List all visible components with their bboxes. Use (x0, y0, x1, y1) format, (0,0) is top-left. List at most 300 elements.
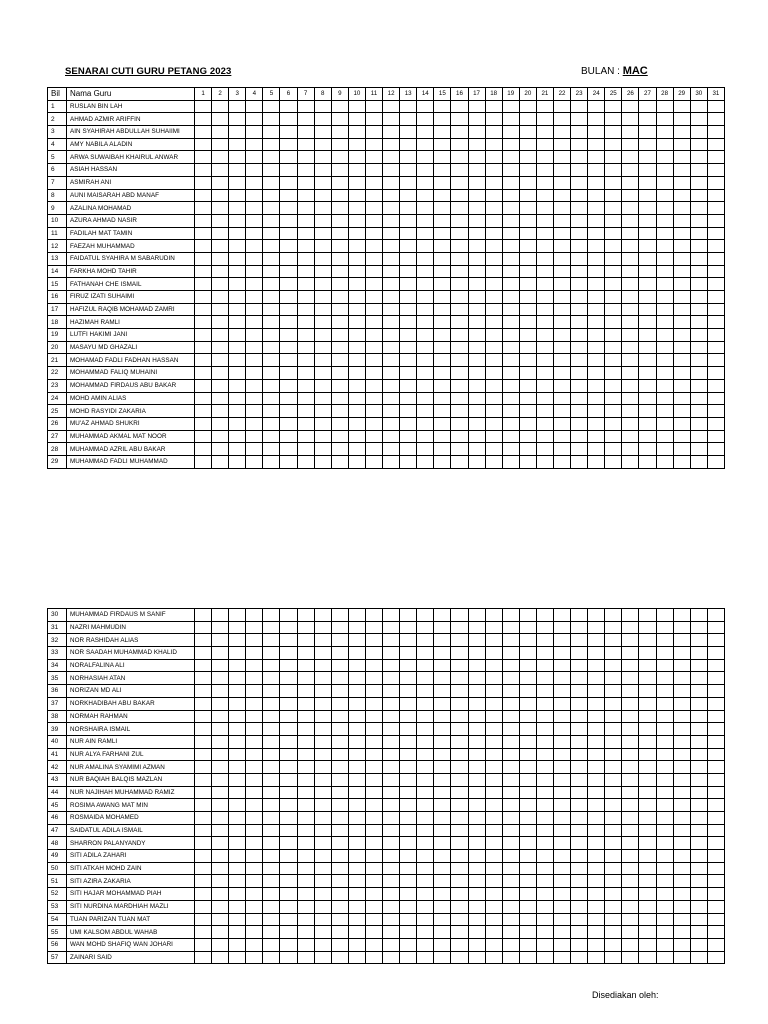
leave-cell-day-13[interactable] (400, 773, 417, 786)
leave-cell-day-24[interactable] (588, 329, 605, 342)
leave-cell-day-27[interactable] (639, 697, 656, 710)
leave-cell-day-11[interactable] (365, 138, 382, 151)
leave-cell-day-9[interactable] (331, 240, 348, 253)
leave-cell-day-13[interactable] (400, 202, 417, 215)
leave-cell-day-17[interactable] (468, 113, 485, 126)
leave-cell-day-1[interactable] (195, 265, 212, 278)
leave-cell-day-10[interactable] (348, 837, 365, 850)
leave-cell-day-21[interactable] (536, 723, 553, 736)
leave-cell-day-16[interactable] (451, 303, 468, 316)
leave-cell-day-23[interactable] (571, 227, 588, 240)
leave-cell-day-20[interactable] (519, 379, 536, 392)
leave-cell-day-2[interactable] (212, 100, 229, 113)
leave-cell-day-26[interactable] (622, 341, 639, 354)
leave-cell-day-1[interactable] (195, 202, 212, 215)
leave-cell-day-23[interactable] (571, 379, 588, 392)
leave-cell-day-19[interactable] (502, 240, 519, 253)
leave-cell-day-2[interactable] (212, 672, 229, 685)
leave-cell-day-26[interactable] (622, 926, 639, 939)
leave-cell-day-9[interactable] (331, 341, 348, 354)
leave-cell-day-18[interactable] (485, 316, 502, 329)
leave-cell-day-23[interactable] (571, 443, 588, 456)
leave-cell-day-19[interactable] (502, 672, 519, 685)
leave-cell-day-29[interactable] (673, 875, 690, 888)
leave-cell-day-5[interactable] (263, 672, 280, 685)
leave-cell-day-17[interactable] (468, 164, 485, 177)
leave-cell-day-3[interactable] (229, 227, 246, 240)
leave-cell-day-24[interactable] (588, 100, 605, 113)
leave-cell-day-17[interactable] (468, 417, 485, 430)
leave-cell-day-20[interactable] (519, 392, 536, 405)
leave-cell-day-30[interactable] (690, 824, 707, 837)
leave-cell-day-24[interactable] (588, 354, 605, 367)
leave-cell-day-29[interactable] (673, 850, 690, 863)
leave-cell-day-25[interactable] (605, 761, 622, 774)
leave-cell-day-10[interactable] (348, 900, 365, 913)
leave-cell-day-20[interactable] (519, 875, 536, 888)
leave-cell-day-30[interactable] (690, 748, 707, 761)
leave-cell-day-19[interactable] (502, 786, 519, 799)
leave-cell-day-9[interactable] (331, 875, 348, 888)
leave-cell-day-14[interactable] (417, 202, 434, 215)
leave-cell-day-16[interactable] (451, 430, 468, 443)
leave-cell-day-15[interactable] (434, 455, 451, 468)
leave-cell-day-10[interactable] (348, 748, 365, 761)
leave-cell-day-20[interactable] (519, 862, 536, 875)
leave-cell-day-12[interactable] (383, 392, 400, 405)
leave-cell-day-4[interactable] (246, 443, 263, 456)
leave-cell-day-19[interactable] (502, 392, 519, 405)
leave-cell-day-27[interactable] (639, 227, 656, 240)
leave-cell-day-4[interactable] (246, 609, 263, 622)
leave-cell-day-12[interactable] (383, 888, 400, 901)
leave-cell-day-9[interactable] (331, 659, 348, 672)
leave-cell-day-9[interactable] (331, 417, 348, 430)
leave-cell-day-7[interactable] (297, 723, 314, 736)
leave-cell-day-1[interactable] (195, 862, 212, 875)
leave-cell-day-28[interactable] (656, 138, 673, 151)
leave-cell-day-20[interactable] (519, 189, 536, 202)
leave-cell-day-17[interactable] (468, 672, 485, 685)
leave-cell-day-7[interactable] (297, 214, 314, 227)
leave-cell-day-20[interactable] (519, 723, 536, 736)
leave-cell-day-30[interactable] (690, 659, 707, 672)
leave-cell-day-13[interactable] (400, 265, 417, 278)
leave-cell-day-31[interactable] (707, 621, 724, 634)
leave-cell-day-1[interactable] (195, 812, 212, 825)
leave-cell-day-7[interactable] (297, 672, 314, 685)
leave-cell-day-14[interactable] (417, 164, 434, 177)
leave-cell-day-15[interactable] (434, 621, 451, 634)
leave-cell-day-29[interactable] (673, 417, 690, 430)
leave-cell-day-20[interactable] (519, 710, 536, 723)
leave-cell-day-17[interactable] (468, 252, 485, 265)
leave-cell-day-19[interactable] (502, 367, 519, 380)
leave-cell-day-12[interactable] (383, 609, 400, 622)
leave-cell-day-29[interactable] (673, 455, 690, 468)
leave-cell-day-9[interactable] (331, 138, 348, 151)
leave-cell-day-15[interactable] (434, 430, 451, 443)
leave-cell-day-21[interactable] (536, 938, 553, 951)
leave-cell-day-30[interactable] (690, 303, 707, 316)
leave-cell-day-28[interactable] (656, 837, 673, 850)
leave-cell-day-3[interactable] (229, 430, 246, 443)
leave-cell-day-5[interactable] (263, 659, 280, 672)
leave-cell-day-13[interactable] (400, 659, 417, 672)
leave-cell-day-8[interactable] (314, 189, 331, 202)
leave-cell-day-14[interactable] (417, 685, 434, 698)
leave-cell-day-5[interactable] (263, 647, 280, 660)
leave-cell-day-1[interactable] (195, 621, 212, 634)
leave-cell-day-7[interactable] (297, 392, 314, 405)
leave-cell-day-7[interactable] (297, 824, 314, 837)
leave-cell-day-18[interactable] (485, 113, 502, 126)
leave-cell-day-10[interactable] (348, 659, 365, 672)
leave-cell-day-6[interactable] (280, 799, 297, 812)
leave-cell-day-18[interactable] (485, 837, 502, 850)
leave-cell-day-28[interactable] (656, 443, 673, 456)
leave-cell-day-24[interactable] (588, 316, 605, 329)
leave-cell-day-14[interactable] (417, 888, 434, 901)
leave-cell-day-22[interactable] (553, 240, 570, 253)
leave-cell-day-20[interactable] (519, 329, 536, 342)
leave-cell-day-27[interactable] (639, 799, 656, 812)
leave-cell-day-6[interactable] (280, 164, 297, 177)
leave-cell-day-6[interactable] (280, 862, 297, 875)
leave-cell-day-3[interactable] (229, 926, 246, 939)
leave-cell-day-28[interactable] (656, 189, 673, 202)
leave-cell-day-28[interactable] (656, 761, 673, 774)
leave-cell-day-25[interactable] (605, 379, 622, 392)
leave-cell-day-20[interactable] (519, 647, 536, 660)
leave-cell-day-10[interactable] (348, 799, 365, 812)
leave-cell-day-5[interactable] (263, 812, 280, 825)
leave-cell-day-3[interactable] (229, 379, 246, 392)
leave-cell-day-28[interactable] (656, 354, 673, 367)
leave-cell-day-5[interactable] (263, 405, 280, 418)
leave-cell-day-8[interactable] (314, 417, 331, 430)
leave-cell-day-25[interactable] (605, 367, 622, 380)
leave-cell-day-15[interactable] (434, 341, 451, 354)
leave-cell-day-22[interactable] (553, 303, 570, 316)
leave-cell-day-31[interactable] (707, 202, 724, 215)
leave-cell-day-19[interactable] (502, 748, 519, 761)
leave-cell-day-10[interactable] (348, 367, 365, 380)
leave-cell-day-13[interactable] (400, 227, 417, 240)
leave-cell-day-21[interactable] (536, 405, 553, 418)
leave-cell-day-10[interactable] (348, 938, 365, 951)
leave-cell-day-14[interactable] (417, 113, 434, 126)
leave-cell-day-14[interactable] (417, 786, 434, 799)
leave-cell-day-9[interactable] (331, 824, 348, 837)
leave-cell-day-4[interactable] (246, 697, 263, 710)
leave-cell-day-24[interactable] (588, 126, 605, 139)
leave-cell-day-11[interactable] (365, 303, 382, 316)
leave-cell-day-19[interactable] (502, 214, 519, 227)
leave-cell-day-15[interactable] (434, 329, 451, 342)
leave-cell-day-23[interactable] (571, 291, 588, 304)
leave-cell-day-31[interactable] (707, 875, 724, 888)
leave-cell-day-29[interactable] (673, 685, 690, 698)
leave-cell-day-24[interactable] (588, 913, 605, 926)
leave-cell-day-23[interactable] (571, 252, 588, 265)
leave-cell-day-17[interactable] (468, 609, 485, 622)
leave-cell-day-1[interactable] (195, 189, 212, 202)
leave-cell-day-12[interactable] (383, 316, 400, 329)
leave-cell-day-24[interactable] (588, 176, 605, 189)
leave-cell-day-10[interactable] (348, 888, 365, 901)
leave-cell-day-7[interactable] (297, 430, 314, 443)
leave-cell-day-15[interactable] (434, 862, 451, 875)
leave-cell-day-14[interactable] (417, 354, 434, 367)
leave-cell-day-18[interactable] (485, 685, 502, 698)
leave-cell-day-1[interactable] (195, 799, 212, 812)
leave-cell-day-24[interactable] (588, 710, 605, 723)
leave-cell-day-9[interactable] (331, 113, 348, 126)
leave-cell-day-22[interactable] (553, 875, 570, 888)
leave-cell-day-13[interactable] (400, 799, 417, 812)
leave-cell-day-23[interactable] (571, 913, 588, 926)
leave-cell-day-2[interactable] (212, 812, 229, 825)
leave-cell-day-22[interactable] (553, 812, 570, 825)
leave-cell-day-16[interactable] (451, 405, 468, 418)
leave-cell-day-23[interactable] (571, 621, 588, 634)
leave-cell-day-3[interactable] (229, 151, 246, 164)
leave-cell-day-22[interactable] (553, 252, 570, 265)
leave-cell-day-21[interactable] (536, 710, 553, 723)
leave-cell-day-21[interactable] (536, 900, 553, 913)
leave-cell-day-10[interactable] (348, 379, 365, 392)
leave-cell-day-14[interactable] (417, 138, 434, 151)
leave-cell-day-31[interactable] (707, 888, 724, 901)
leave-cell-day-18[interactable] (485, 659, 502, 672)
leave-cell-day-1[interactable] (195, 354, 212, 367)
leave-cell-day-2[interactable] (212, 710, 229, 723)
leave-cell-day-20[interactable] (519, 634, 536, 647)
leave-cell-day-30[interactable] (690, 900, 707, 913)
leave-cell-day-14[interactable] (417, 710, 434, 723)
leave-cell-day-5[interactable] (263, 341, 280, 354)
leave-cell-day-17[interactable] (468, 189, 485, 202)
leave-cell-day-7[interactable] (297, 189, 314, 202)
leave-cell-day-20[interactable] (519, 214, 536, 227)
leave-cell-day-24[interactable] (588, 647, 605, 660)
leave-cell-day-18[interactable] (485, 392, 502, 405)
leave-cell-day-11[interactable] (365, 723, 382, 736)
leave-cell-day-20[interactable] (519, 900, 536, 913)
leave-cell-day-27[interactable] (639, 379, 656, 392)
leave-cell-day-22[interactable] (553, 710, 570, 723)
leave-cell-day-21[interactable] (536, 303, 553, 316)
leave-cell-day-28[interactable] (656, 951, 673, 964)
leave-cell-day-25[interactable] (605, 138, 622, 151)
leave-cell-day-28[interactable] (656, 367, 673, 380)
leave-cell-day-24[interactable] (588, 875, 605, 888)
leave-cell-day-11[interactable] (365, 252, 382, 265)
leave-cell-day-3[interactable] (229, 214, 246, 227)
leave-cell-day-20[interactable] (519, 252, 536, 265)
leave-cell-day-22[interactable] (553, 824, 570, 837)
leave-cell-day-22[interactable] (553, 761, 570, 774)
leave-cell-day-2[interactable] (212, 291, 229, 304)
leave-cell-day-29[interactable] (673, 214, 690, 227)
leave-cell-day-17[interactable] (468, 405, 485, 418)
leave-cell-day-19[interactable] (502, 697, 519, 710)
leave-cell-day-28[interactable] (656, 176, 673, 189)
leave-cell-day-11[interactable] (365, 214, 382, 227)
leave-cell-day-17[interactable] (468, 151, 485, 164)
leave-cell-day-28[interactable] (656, 455, 673, 468)
leave-cell-day-24[interactable] (588, 609, 605, 622)
leave-cell-day-7[interactable] (297, 100, 314, 113)
leave-cell-day-9[interactable] (331, 214, 348, 227)
leave-cell-day-11[interactable] (365, 354, 382, 367)
leave-cell-day-7[interactable] (297, 265, 314, 278)
leave-cell-day-10[interactable] (348, 685, 365, 698)
leave-cell-day-27[interactable] (639, 685, 656, 698)
leave-cell-day-30[interactable] (690, 685, 707, 698)
leave-cell-day-24[interactable] (588, 151, 605, 164)
leave-cell-day-30[interactable] (690, 875, 707, 888)
leave-cell-day-17[interactable] (468, 862, 485, 875)
leave-cell-day-23[interactable] (571, 278, 588, 291)
leave-cell-day-5[interactable] (263, 900, 280, 913)
leave-cell-day-14[interactable] (417, 278, 434, 291)
leave-cell-day-6[interactable] (280, 176, 297, 189)
leave-cell-day-30[interactable] (690, 634, 707, 647)
leave-cell-day-25[interactable] (605, 685, 622, 698)
leave-cell-day-15[interactable] (434, 113, 451, 126)
leave-cell-day-11[interactable] (365, 367, 382, 380)
leave-cell-day-19[interactable] (502, 812, 519, 825)
leave-cell-day-25[interactable] (605, 202, 622, 215)
leave-cell-day-22[interactable] (553, 265, 570, 278)
leave-cell-day-10[interactable] (348, 291, 365, 304)
leave-cell-day-8[interactable] (314, 850, 331, 863)
leave-cell-day-24[interactable] (588, 405, 605, 418)
leave-cell-day-1[interactable] (195, 938, 212, 951)
leave-cell-day-5[interactable] (263, 265, 280, 278)
leave-cell-day-5[interactable] (263, 773, 280, 786)
leave-cell-day-13[interactable] (400, 126, 417, 139)
leave-cell-day-31[interactable] (707, 710, 724, 723)
leave-cell-day-13[interactable] (400, 455, 417, 468)
leave-cell-day-9[interactable] (331, 443, 348, 456)
leave-cell-day-8[interactable] (314, 685, 331, 698)
leave-cell-day-21[interactable] (536, 126, 553, 139)
leave-cell-day-28[interactable] (656, 278, 673, 291)
leave-cell-day-23[interactable] (571, 837, 588, 850)
leave-cell-day-5[interactable] (263, 126, 280, 139)
leave-cell-day-31[interactable] (707, 723, 724, 736)
leave-cell-day-24[interactable] (588, 303, 605, 316)
leave-cell-day-9[interactable] (331, 354, 348, 367)
leave-cell-day-22[interactable] (553, 647, 570, 660)
leave-cell-day-11[interactable] (365, 126, 382, 139)
leave-cell-day-19[interactable] (502, 685, 519, 698)
leave-cell-day-7[interactable] (297, 685, 314, 698)
leave-cell-day-11[interactable] (365, 265, 382, 278)
leave-cell-day-22[interactable] (553, 697, 570, 710)
leave-cell-day-23[interactable] (571, 126, 588, 139)
leave-cell-day-31[interactable] (707, 100, 724, 113)
leave-cell-day-3[interactable] (229, 634, 246, 647)
leave-cell-day-16[interactable] (451, 227, 468, 240)
leave-cell-day-1[interactable] (195, 291, 212, 304)
leave-cell-day-15[interactable] (434, 164, 451, 177)
leave-cell-day-22[interactable] (553, 392, 570, 405)
leave-cell-day-11[interactable] (365, 748, 382, 761)
leave-cell-day-28[interactable] (656, 685, 673, 698)
leave-cell-day-16[interactable] (451, 367, 468, 380)
leave-cell-day-29[interactable] (673, 265, 690, 278)
leave-cell-day-12[interactable] (383, 151, 400, 164)
leave-cell-day-9[interactable] (331, 202, 348, 215)
leave-cell-day-27[interactable] (639, 773, 656, 786)
leave-cell-day-14[interactable] (417, 417, 434, 430)
leave-cell-day-5[interactable] (263, 164, 280, 177)
leave-cell-day-18[interactable] (485, 888, 502, 901)
leave-cell-day-7[interactable] (297, 303, 314, 316)
leave-cell-day-11[interactable] (365, 850, 382, 863)
leave-cell-day-4[interactable] (246, 799, 263, 812)
leave-cell-day-14[interactable] (417, 837, 434, 850)
leave-cell-day-9[interactable] (331, 926, 348, 939)
leave-cell-day-25[interactable] (605, 354, 622, 367)
leave-cell-day-7[interactable] (297, 812, 314, 825)
leave-cell-day-31[interactable] (707, 392, 724, 405)
leave-cell-day-11[interactable] (365, 621, 382, 634)
leave-cell-day-25[interactable] (605, 214, 622, 227)
leave-cell-day-12[interactable] (383, 291, 400, 304)
leave-cell-day-23[interactable] (571, 455, 588, 468)
leave-cell-day-2[interactable] (212, 926, 229, 939)
leave-cell-day-24[interactable] (588, 265, 605, 278)
leave-cell-day-15[interactable] (434, 824, 451, 837)
leave-cell-day-1[interactable] (195, 786, 212, 799)
leave-cell-day-31[interactable] (707, 113, 724, 126)
leave-cell-day-21[interactable] (536, 609, 553, 622)
leave-cell-day-24[interactable] (588, 214, 605, 227)
leave-cell-day-1[interactable] (195, 773, 212, 786)
leave-cell-day-20[interactable] (519, 126, 536, 139)
leave-cell-day-15[interactable] (434, 723, 451, 736)
leave-cell-day-16[interactable] (451, 455, 468, 468)
leave-cell-day-27[interactable] (639, 354, 656, 367)
leave-cell-day-13[interactable] (400, 443, 417, 456)
leave-cell-day-21[interactable] (536, 176, 553, 189)
leave-cell-day-1[interactable] (195, 926, 212, 939)
leave-cell-day-12[interactable] (383, 799, 400, 812)
leave-cell-day-3[interactable] (229, 113, 246, 126)
leave-cell-day-9[interactable] (331, 379, 348, 392)
leave-cell-day-4[interactable] (246, 354, 263, 367)
leave-cell-day-18[interactable] (485, 202, 502, 215)
leave-cell-day-29[interactable] (673, 837, 690, 850)
leave-cell-day-6[interactable] (280, 621, 297, 634)
leave-cell-day-6[interactable] (280, 303, 297, 316)
leave-cell-day-2[interactable] (212, 837, 229, 850)
leave-cell-day-15[interactable] (434, 799, 451, 812)
leave-cell-day-20[interactable] (519, 202, 536, 215)
leave-cell-day-13[interactable] (400, 647, 417, 660)
leave-cell-day-16[interactable] (451, 748, 468, 761)
leave-cell-day-16[interactable] (451, 812, 468, 825)
leave-cell-day-15[interactable] (434, 888, 451, 901)
leave-cell-day-21[interactable] (536, 685, 553, 698)
leave-cell-day-12[interactable] (383, 138, 400, 151)
leave-cell-day-17[interactable] (468, 837, 485, 850)
